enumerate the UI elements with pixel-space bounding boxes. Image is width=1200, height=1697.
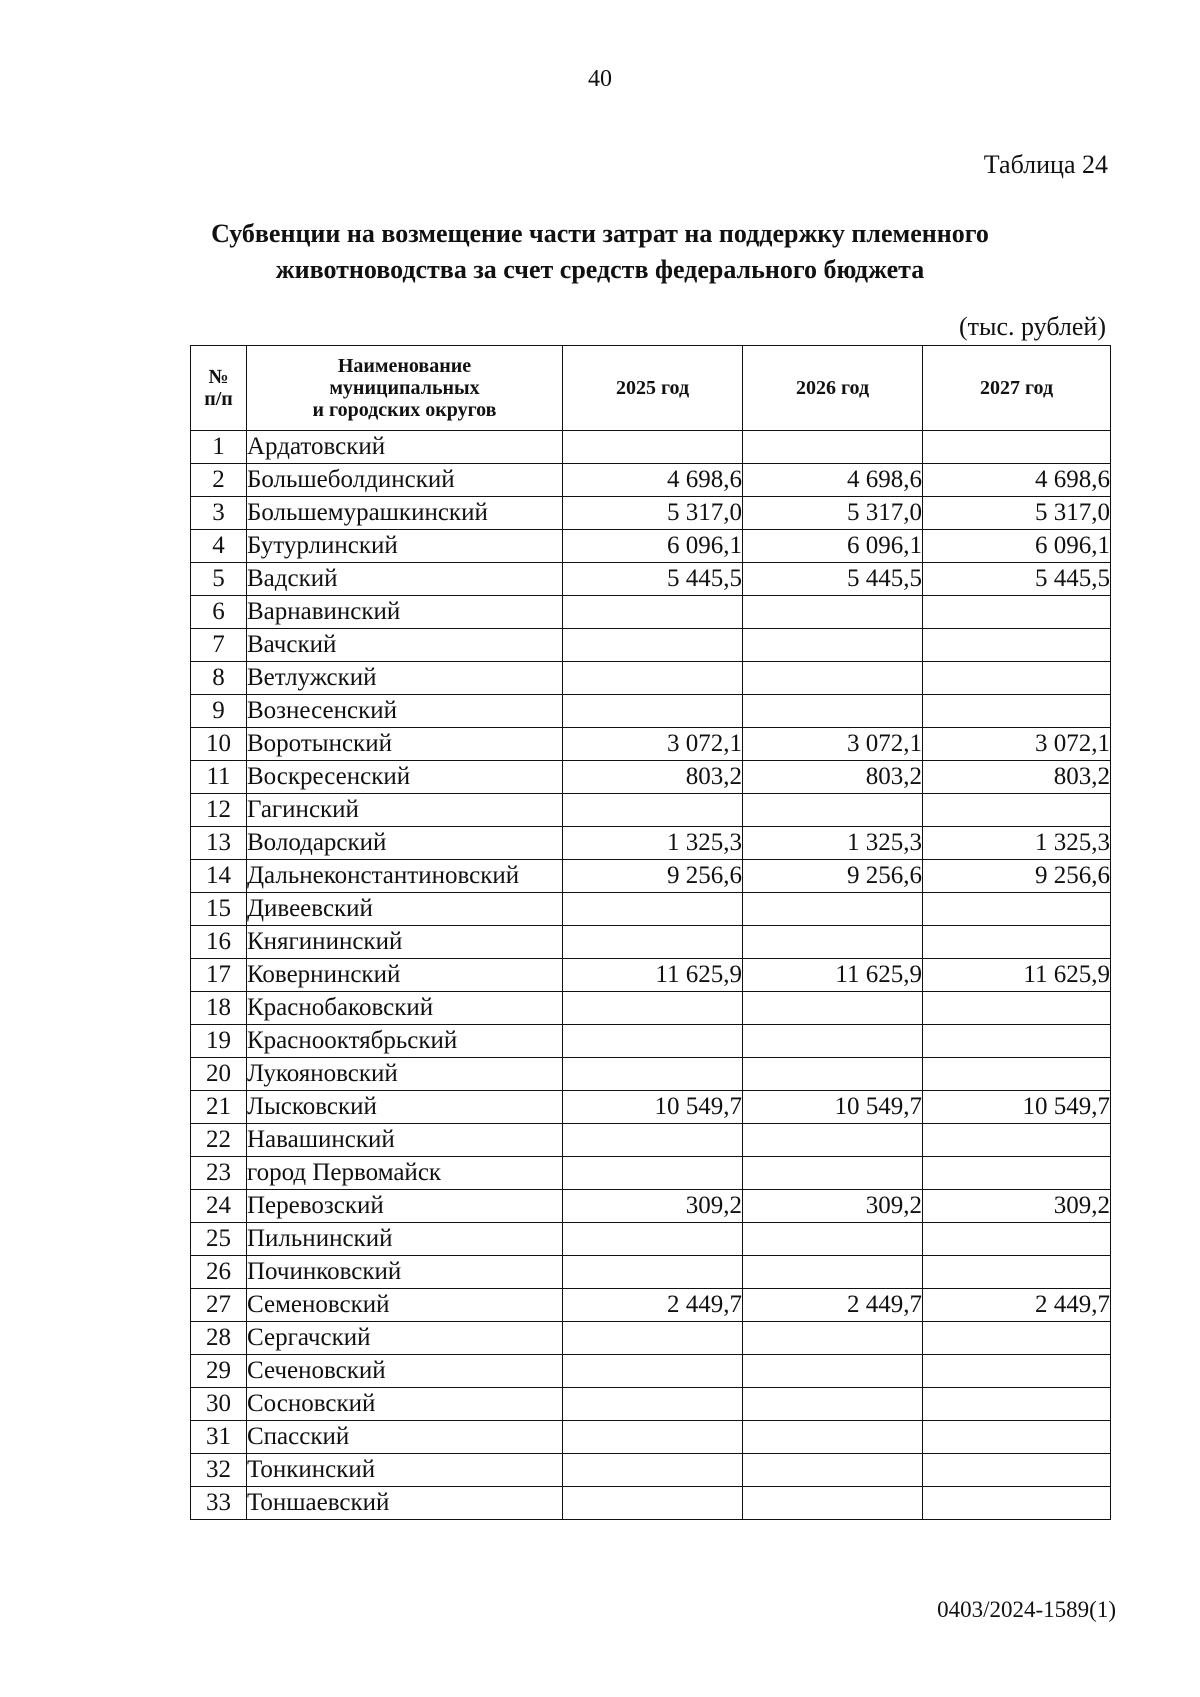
- value-2025-cell: [563, 1025, 743, 1058]
- value-2027-cell: 11 625,9: [923, 959, 1111, 992]
- value-2025-cell: [563, 596, 743, 629]
- table-label: Таблица 24: [983, 150, 1108, 179]
- value-2027-cell: 6 096,1: [923, 530, 1111, 563]
- value-2026-cell: [743, 1223, 923, 1256]
- value-2027-cell: [923, 926, 1111, 959]
- table-row: [191, 992, 1111, 1025]
- value-2025-cell: 10 549,7: [563, 1091, 743, 1124]
- district-name-cell: Воротынский: [247, 728, 563, 761]
- row-number-cell: 10: [191, 728, 247, 761]
- row-number-cell: 6: [191, 596, 247, 629]
- header-2026: 2026 год: [743, 346, 923, 431]
- header-number-line-1: №: [208, 366, 229, 388]
- value-2026-cell: [743, 596, 923, 629]
- row-number-cell: 25: [191, 1223, 247, 1256]
- value-2025-cell: 4 698,6: [563, 464, 743, 497]
- table-row: [191, 959, 1111, 992]
- table-header-row: [191, 346, 1111, 431]
- row-number-cell: 8: [191, 662, 247, 695]
- value-2026-cell: 3 072,1: [743, 728, 923, 761]
- district-name-cell: Починковский: [247, 1256, 563, 1289]
- value-2026-cell: [743, 893, 923, 926]
- row-number-cell: 22: [191, 1124, 247, 1157]
- value-2026-cell: 1 325,3: [743, 827, 923, 860]
- header-2025: 2025 год: [563, 346, 743, 431]
- district-name-cell: Бутурлинский: [247, 530, 563, 563]
- value-2026-cell: [743, 1355, 923, 1388]
- table-row: [191, 1190, 1111, 1223]
- table-row: [191, 1487, 1111, 1520]
- table-row: [191, 1157, 1111, 1190]
- value-2025-cell: 309,2: [563, 1190, 743, 1223]
- value-2025-cell: [563, 926, 743, 959]
- value-2025-cell: [563, 1355, 743, 1388]
- district-name-cell: Вадский: [247, 563, 563, 596]
- value-2026-cell: 6 096,1: [743, 530, 923, 563]
- value-2026-cell: [743, 992, 923, 1025]
- value-2025-cell: [563, 695, 743, 728]
- header-2027: 2027 год: [923, 346, 1111, 431]
- table-row: [191, 1091, 1111, 1124]
- value-2027-cell: [923, 1322, 1111, 1355]
- row-number-cell: 16: [191, 926, 247, 959]
- value-2025-cell: 11 625,9: [563, 959, 743, 992]
- value-2025-cell: 5 317,0: [563, 497, 743, 530]
- value-2026-cell: [743, 629, 923, 662]
- value-2027-cell: [923, 1025, 1111, 1058]
- value-2027-cell: 5 317,0: [923, 497, 1111, 530]
- value-2027-cell: 1 325,3: [923, 827, 1111, 860]
- row-number-cell: 9: [191, 695, 247, 728]
- value-2025-cell: 1 325,3: [563, 827, 743, 860]
- row-number-cell: 30: [191, 1388, 247, 1421]
- value-2025-cell: [563, 1223, 743, 1256]
- row-number-cell: 24: [191, 1190, 247, 1223]
- district-name-cell: Сергачский: [247, 1322, 563, 1355]
- district-name-cell: Гагинский: [247, 794, 563, 827]
- row-number-cell: 4: [191, 530, 247, 563]
- value-2025-cell: [563, 1322, 743, 1355]
- value-2027-cell: 3 072,1: [923, 728, 1111, 761]
- value-2027-cell: 5 445,5: [923, 563, 1111, 596]
- table-row: [191, 893, 1111, 926]
- value-2025-cell: 5 445,5: [563, 563, 743, 596]
- value-2025-cell: 803,2: [563, 761, 743, 794]
- header-name-line-2: муниципальных: [329, 377, 480, 399]
- table-row: [191, 629, 1111, 662]
- value-2026-cell: 309,2: [743, 1190, 923, 1223]
- value-2026-cell: [743, 1454, 923, 1487]
- value-2026-cell: [743, 1025, 923, 1058]
- value-2025-cell: [563, 629, 743, 662]
- district-name-cell: Спасский: [247, 1421, 563, 1454]
- row-number-cell: 20: [191, 1058, 247, 1091]
- value-2027-cell: [923, 992, 1111, 1025]
- value-2026-cell: 5 445,5: [743, 563, 923, 596]
- row-number-cell: 17: [191, 959, 247, 992]
- value-2025-cell: [563, 662, 743, 695]
- district-name-cell: Навашинский: [247, 1124, 563, 1157]
- value-2026-cell: 803,2: [743, 761, 923, 794]
- subsidy-table: [190, 345, 1111, 1520]
- district-name-cell: город Первомайск: [247, 1157, 563, 1190]
- value-2025-cell: 2 449,7: [563, 1289, 743, 1322]
- value-2027-cell: 2 449,7: [923, 1289, 1111, 1322]
- district-name-cell: Володарский: [247, 827, 563, 860]
- value-2025-cell: [563, 1388, 743, 1421]
- header-number-line-2: п/п: [204, 388, 233, 410]
- value-2027-cell: [923, 596, 1111, 629]
- value-2027-cell: [923, 1487, 1111, 1520]
- value-2026-cell: [743, 662, 923, 695]
- row-number-cell: 29: [191, 1355, 247, 1388]
- value-2025-cell: [563, 1058, 743, 1091]
- value-2026-cell: [743, 794, 923, 827]
- district-name-cell: Дивеевский: [247, 893, 563, 926]
- district-name-cell: Княгининский: [247, 926, 563, 959]
- district-name-cell: Сосновский: [247, 1388, 563, 1421]
- row-number-cell: 14: [191, 860, 247, 893]
- value-2027-cell: [923, 893, 1111, 926]
- value-2025-cell: [563, 431, 743, 464]
- row-number-cell: 27: [191, 1289, 247, 1322]
- row-number-cell: 5: [191, 563, 247, 596]
- district-name-cell: Сеченовский: [247, 1355, 563, 1388]
- value-2027-cell: [923, 629, 1111, 662]
- district-name-cell: Вачский: [247, 629, 563, 662]
- value-2027-cell: [923, 1058, 1111, 1091]
- district-name-cell: Ардатовский: [247, 431, 563, 464]
- page-number: 40: [588, 66, 612, 92]
- value-2027-cell: 309,2: [923, 1190, 1111, 1223]
- header-name: [247, 346, 563, 431]
- table-row: [191, 1454, 1111, 1487]
- row-number-cell: 12: [191, 794, 247, 827]
- table-row: [191, 761, 1111, 794]
- document-code: 0403/2024-1589(1): [937, 1597, 1116, 1622]
- table-row: [191, 662, 1111, 695]
- district-name-cell: Перевозский: [247, 1190, 563, 1223]
- table-row: [191, 1025, 1111, 1058]
- value-2026-cell: [743, 1388, 923, 1421]
- document-title: [150, 216, 1050, 288]
- table-row: [191, 596, 1111, 629]
- district-name-cell: Тоншаевский: [247, 1487, 563, 1520]
- value-2025-cell: 6 096,1: [563, 530, 743, 563]
- value-2026-cell: [743, 926, 923, 959]
- table-row: [191, 1058, 1111, 1091]
- district-name-cell: Большеболдинский: [247, 464, 563, 497]
- value-2027-cell: [923, 1124, 1111, 1157]
- value-2027-cell: [923, 1256, 1111, 1289]
- value-2026-cell: [743, 1157, 923, 1190]
- value-2025-cell: 9 256,6: [563, 860, 743, 893]
- value-2027-cell: 10 549,7: [923, 1091, 1111, 1124]
- row-number-cell: 11: [191, 761, 247, 794]
- value-2027-cell: [923, 431, 1111, 464]
- value-2025-cell: 3 072,1: [563, 728, 743, 761]
- value-2027-cell: [923, 794, 1111, 827]
- district-name-cell: Ковернинский: [247, 959, 563, 992]
- district-name-cell: Пильнинский: [247, 1223, 563, 1256]
- value-2025-cell: [563, 794, 743, 827]
- value-2025-cell: [563, 1124, 743, 1157]
- table-row: [191, 431, 1111, 464]
- title-line-1: Субвенции на возмещение части затрат на поддержку племенного: [211, 219, 989, 248]
- row-number-cell: 33: [191, 1487, 247, 1520]
- value-2027-cell: 803,2: [923, 761, 1111, 794]
- table-row: [191, 1289, 1111, 1322]
- row-number-cell: 28: [191, 1322, 247, 1355]
- table-row: [191, 563, 1111, 596]
- district-name-cell: Варнавинский: [247, 596, 563, 629]
- value-2026-cell: 2 449,7: [743, 1289, 923, 1322]
- value-2026-cell: 5 317,0: [743, 497, 923, 530]
- value-2026-cell: [743, 1256, 923, 1289]
- district-name-cell: Лысковский: [247, 1091, 563, 1124]
- value-2026-cell: [743, 1421, 923, 1454]
- value-2026-cell: [743, 695, 923, 728]
- table-row: [191, 728, 1111, 761]
- value-2027-cell: [923, 662, 1111, 695]
- value-2026-cell: [743, 1322, 923, 1355]
- table-body: [191, 431, 1111, 1520]
- value-2027-cell: 9 256,6: [923, 860, 1111, 893]
- table-row: [191, 1223, 1111, 1256]
- district-name-cell: Дальнеконстантиновский: [247, 860, 563, 893]
- table-row: [191, 497, 1111, 530]
- district-name-cell: Краснобаковский: [247, 992, 563, 1025]
- value-2025-cell: [563, 1421, 743, 1454]
- table-row: [191, 1124, 1111, 1157]
- row-number-cell: 15: [191, 893, 247, 926]
- value-2027-cell: [923, 695, 1111, 728]
- district-name-cell: Вознесенский: [247, 695, 563, 728]
- table-row: [191, 1355, 1111, 1388]
- row-number-cell: 3: [191, 497, 247, 530]
- row-number-cell: 31: [191, 1421, 247, 1454]
- table-row: [191, 464, 1111, 497]
- value-2025-cell: [563, 1454, 743, 1487]
- value-2027-cell: [923, 1421, 1111, 1454]
- district-name-cell: Ветлужский: [247, 662, 563, 695]
- value-2026-cell: 11 625,9: [743, 959, 923, 992]
- value-2027-cell: [923, 1157, 1111, 1190]
- value-2025-cell: [563, 893, 743, 926]
- row-number-cell: 18: [191, 992, 247, 1025]
- table-row: [191, 827, 1111, 860]
- district-name-cell: Большемурашкинский: [247, 497, 563, 530]
- value-2027-cell: [923, 1388, 1111, 1421]
- header-number: [191, 346, 247, 431]
- units-note: (тыс. рублей): [958, 312, 1106, 341]
- row-number-cell: 2: [191, 464, 247, 497]
- value-2026-cell: [743, 1124, 923, 1157]
- table-row: [191, 926, 1111, 959]
- row-number-cell: 21: [191, 1091, 247, 1124]
- value-2027-cell: [923, 1355, 1111, 1388]
- title-line-2: животноводства за счет средств федерального бюджета: [275, 255, 925, 284]
- row-number-cell: 7: [191, 629, 247, 662]
- district-name-cell: Семеновский: [247, 1289, 563, 1322]
- table-row: [191, 695, 1111, 728]
- header-name-line-1: Наименование: [337, 355, 472, 377]
- district-name-cell: Лукояновский: [247, 1058, 563, 1091]
- value-2025-cell: [563, 1487, 743, 1520]
- row-number-cell: 32: [191, 1454, 247, 1487]
- row-number-cell: 26: [191, 1256, 247, 1289]
- value-2025-cell: [563, 992, 743, 1025]
- value-2026-cell: [743, 1058, 923, 1091]
- value-2026-cell: 10 549,7: [743, 1091, 923, 1124]
- row-number-cell: 1: [191, 431, 247, 464]
- row-number-cell: 23: [191, 1157, 247, 1190]
- table-row: [191, 1388, 1111, 1421]
- value-2027-cell: 4 698,6: [923, 464, 1111, 497]
- district-name-cell: Воскресенский: [247, 761, 563, 794]
- table-row: [191, 860, 1111, 893]
- table-row: [191, 794, 1111, 827]
- table-row: [191, 1322, 1111, 1355]
- table-row: [191, 1256, 1111, 1289]
- value-2027-cell: [923, 1454, 1111, 1487]
- value-2026-cell: 9 256,6: [743, 860, 923, 893]
- district-name-cell: Краснооктябрьский: [247, 1025, 563, 1058]
- value-2026-cell: [743, 431, 923, 464]
- header-name-line-3: и городских округов: [312, 399, 497, 421]
- table-row: [191, 1421, 1111, 1454]
- value-2025-cell: [563, 1157, 743, 1190]
- value-2026-cell: [743, 1487, 923, 1520]
- value-2027-cell: [923, 1223, 1111, 1256]
- table-row: [191, 530, 1111, 563]
- value-2026-cell: 4 698,6: [743, 464, 923, 497]
- row-number-cell: 13: [191, 827, 247, 860]
- value-2025-cell: [563, 1256, 743, 1289]
- row-number-cell: 19: [191, 1025, 247, 1058]
- district-name-cell: Тонкинский: [247, 1454, 563, 1487]
